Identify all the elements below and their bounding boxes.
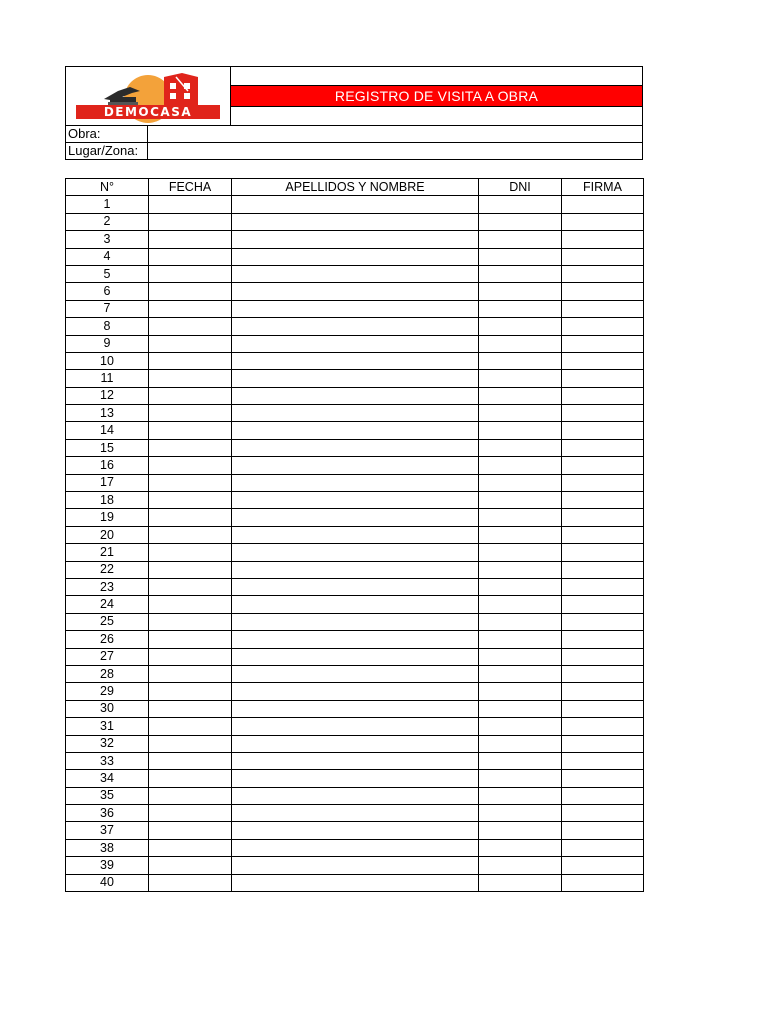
firma-cell[interactable] <box>562 387 644 404</box>
table-row <box>66 335 644 352</box>
fecha-cell[interactable] <box>149 526 232 543</box>
field-obra-label: Obra: <box>66 126 148 142</box>
row-number: 10 <box>66 352 149 369</box>
row-number: 16 <box>66 457 149 474</box>
apellidos-nombre-cell[interactable] <box>232 492 479 509</box>
row-number: 38 <box>66 839 149 856</box>
fecha-cell[interactable] <box>149 578 232 595</box>
row-number: 14 <box>66 422 149 439</box>
dni-cell[interactable] <box>479 822 562 839</box>
fecha-cell[interactable] <box>149 335 232 352</box>
row-number: 5 <box>66 265 149 282</box>
firma-cell[interactable] <box>562 648 644 665</box>
firma-cell[interactable] <box>562 231 644 248</box>
table-row <box>66 631 644 648</box>
table-row <box>66 231 644 248</box>
table-row <box>66 561 644 578</box>
fecha-cell[interactable] <box>149 561 232 578</box>
dni-cell[interactable] <box>479 509 562 526</box>
dni-cell[interactable] <box>479 787 562 804</box>
row-number: 39 <box>66 857 149 874</box>
apellidos-nombre-cell[interactable] <box>232 839 479 856</box>
dni-cell[interactable] <box>479 544 562 561</box>
firma-cell[interactable] <box>562 283 644 300</box>
field-lugar-row <box>65 143 643 160</box>
table-row <box>66 439 644 456</box>
firma-cell[interactable] <box>562 561 644 578</box>
fecha-cell[interactable] <box>149 805 232 822</box>
row-number: 3 <box>66 231 149 248</box>
dni-cell[interactable] <box>479 683 562 700</box>
dni-cell[interactable] <box>479 665 562 682</box>
firma-cell[interactable] <box>562 196 644 213</box>
fecha-cell[interactable] <box>149 822 232 839</box>
dni-cell[interactable] <box>479 457 562 474</box>
firma-cell[interactable] <box>562 631 644 648</box>
apellidos-nombre-cell[interactable] <box>232 544 479 561</box>
table-row <box>66 787 644 804</box>
row-number: 35 <box>66 787 149 804</box>
table-row <box>66 509 644 526</box>
dni-cell[interactable] <box>479 439 562 456</box>
header-number: N° <box>66 179 149 196</box>
table-row <box>66 874 644 891</box>
dni-cell[interactable] <box>479 213 562 230</box>
table-row <box>66 857 644 874</box>
fecha-cell[interactable] <box>149 283 232 300</box>
dni-cell[interactable] <box>479 231 562 248</box>
apellidos-nombre-cell[interactable] <box>232 370 479 387</box>
fecha-cell[interactable] <box>149 718 232 735</box>
row-number: 23 <box>66 578 149 595</box>
dni-cell[interactable] <box>479 596 562 613</box>
row-number: 19 <box>66 509 149 526</box>
row-number: 34 <box>66 770 149 787</box>
apellidos-nombre-cell[interactable] <box>232 526 479 543</box>
firma-cell[interactable] <box>562 874 644 891</box>
apellidos-nombre-cell[interactable] <box>232 596 479 613</box>
table-row <box>66 822 644 839</box>
apellidos-nombre-cell[interactable] <box>232 196 479 213</box>
row-number: 11 <box>66 370 149 387</box>
dni-cell[interactable] <box>479 300 562 317</box>
row-number: 12 <box>66 387 149 404</box>
row-number: 7 <box>66 300 149 317</box>
apellidos-nombre-cell[interactable] <box>232 735 479 752</box>
fecha-cell[interactable] <box>149 648 232 665</box>
row-number: 6 <box>66 283 149 300</box>
header-dni: DNI <box>479 179 562 196</box>
apellidos-nombre-cell[interactable] <box>232 509 479 526</box>
apellidos-nombre-cell[interactable] <box>232 752 479 769</box>
row-number: 29 <box>66 683 149 700</box>
apellidos-nombre-cell[interactable] <box>232 422 479 439</box>
firma-cell[interactable] <box>562 718 644 735</box>
apellidos-nombre-cell[interactable] <box>232 648 479 665</box>
firma-cell[interactable] <box>562 613 644 630</box>
dni-cell[interactable] <box>479 752 562 769</box>
row-number: 24 <box>66 596 149 613</box>
row-number: 37 <box>66 822 149 839</box>
dni-cell[interactable] <box>479 718 562 735</box>
fecha-cell[interactable] <box>149 231 232 248</box>
table-row <box>66 283 644 300</box>
visit-register-table <box>65 178 644 892</box>
fecha-cell[interactable] <box>149 700 232 717</box>
table-row <box>66 387 644 404</box>
firma-cell[interactable] <box>562 752 644 769</box>
dni-cell[interactable] <box>479 700 562 717</box>
table-row <box>66 648 644 665</box>
row-number: 30 <box>66 700 149 717</box>
fecha-cell[interactable] <box>149 857 232 874</box>
table-row <box>66 422 644 439</box>
apellidos-nombre-cell[interactable] <box>232 631 479 648</box>
row-number: 1 <box>66 196 149 213</box>
fecha-cell[interactable] <box>149 248 232 265</box>
dni-cell[interactable] <box>479 352 562 369</box>
firma-cell[interactable] <box>562 265 644 282</box>
fecha-cell[interactable] <box>149 596 232 613</box>
row-number: 27 <box>66 648 149 665</box>
dni-cell[interactable] <box>479 631 562 648</box>
table-row <box>66 839 644 856</box>
fecha-cell[interactable] <box>149 370 232 387</box>
apellidos-nombre-cell[interactable] <box>232 265 479 282</box>
apellidos-nombre-cell[interactable] <box>232 561 479 578</box>
table-row <box>66 370 644 387</box>
dni-cell[interactable] <box>479 335 562 352</box>
row-number: 15 <box>66 439 149 456</box>
row-number: 20 <box>66 526 149 543</box>
table-row <box>66 613 644 630</box>
dni-cell[interactable] <box>479 857 562 874</box>
row-number: 25 <box>66 613 149 630</box>
table-header-row <box>66 179 644 196</box>
row-number: 18 <box>66 492 149 509</box>
firma-cell[interactable] <box>562 700 644 717</box>
table-row <box>66 213 644 230</box>
dni-cell[interactable] <box>479 839 562 856</box>
dni-cell[interactable] <box>479 735 562 752</box>
apellidos-nombre-cell[interactable] <box>232 387 479 404</box>
apellidos-nombre-cell[interactable] <box>232 405 479 422</box>
firma-cell[interactable] <box>562 248 644 265</box>
firma-cell[interactable] <box>562 787 644 804</box>
table-row <box>66 457 644 474</box>
fecha-cell[interactable] <box>149 213 232 230</box>
firma-cell[interactable] <box>562 335 644 352</box>
fecha-cell[interactable] <box>149 631 232 648</box>
table-body <box>66 196 644 892</box>
apellidos-nombre-cell[interactable] <box>232 683 479 700</box>
firma-cell[interactable] <box>562 405 644 422</box>
title-cell <box>231 67 642 125</box>
form-sheet <box>65 66 643 160</box>
dni-cell[interactable] <box>479 318 562 335</box>
row-number: 22 <box>66 561 149 578</box>
table-row <box>66 196 644 213</box>
apellidos-nombre-cell[interactable] <box>232 439 479 456</box>
dni-cell[interactable] <box>479 613 562 630</box>
dni-cell[interactable] <box>479 248 562 265</box>
firma-cell[interactable] <box>562 509 644 526</box>
firma-cell[interactable] <box>562 596 644 613</box>
row-number: 2 <box>66 213 149 230</box>
fecha-cell[interactable] <box>149 874 232 891</box>
table-row <box>66 683 644 700</box>
dni-cell[interactable] <box>479 196 562 213</box>
header-fecha: FECHA <box>149 179 232 196</box>
apellidos-nombre-cell[interactable] <box>232 822 479 839</box>
fecha-cell[interactable] <box>149 457 232 474</box>
firma-cell[interactable] <box>562 457 644 474</box>
fecha-cell[interactable] <box>149 405 232 422</box>
row-number: 9 <box>66 335 149 352</box>
dni-cell[interactable] <box>479 578 562 595</box>
fecha-cell[interactable] <box>149 683 232 700</box>
dni-cell[interactable] <box>479 474 562 491</box>
apellidos-nombre-cell[interactable] <box>232 352 479 369</box>
fecha-cell[interactable] <box>149 352 232 369</box>
apellidos-nombre-cell[interactable] <box>232 457 479 474</box>
field-lugar-label: Lugar/Zona: <box>66 143 148 159</box>
form-title: REGISTRO DE VISITA A OBRA <box>231 85 642 107</box>
table-row <box>66 770 644 787</box>
dni-cell[interactable] <box>479 805 562 822</box>
firma-cell[interactable] <box>562 352 644 369</box>
row-number: 28 <box>66 665 149 682</box>
firma-cell[interactable] <box>562 735 644 752</box>
dni-cell[interactable] <box>479 405 562 422</box>
field-lugar-input[interactable] <box>148 143 642 159</box>
apellidos-nombre-cell[interactable] <box>232 248 479 265</box>
row-number: 17 <box>66 474 149 491</box>
firma-cell[interactable] <box>562 683 644 700</box>
firma-cell[interactable] <box>562 300 644 317</box>
row-number: 21 <box>66 544 149 561</box>
fecha-cell[interactable] <box>149 770 232 787</box>
table-row <box>66 526 644 543</box>
table-row <box>66 665 644 682</box>
table-row <box>66 405 644 422</box>
dni-cell[interactable] <box>479 770 562 787</box>
apellidos-nombre-cell[interactable] <box>232 318 479 335</box>
fecha-cell[interactable] <box>149 474 232 491</box>
firma-cell[interactable] <box>562 474 644 491</box>
table-row <box>66 544 644 561</box>
fecha-cell[interactable] <box>149 735 232 752</box>
table-row <box>66 265 644 282</box>
firma-cell[interactable] <box>562 526 644 543</box>
fecha-cell[interactable] <box>149 544 232 561</box>
dni-cell[interactable] <box>479 387 562 404</box>
fecha-cell[interactable] <box>149 265 232 282</box>
fecha-cell[interactable] <box>149 196 232 213</box>
apellidos-nombre-cell[interactable] <box>232 718 479 735</box>
table-row <box>66 248 644 265</box>
fecha-cell[interactable] <box>149 509 232 526</box>
dni-cell[interactable] <box>479 492 562 509</box>
apellidos-nombre-cell[interactable] <box>232 665 479 682</box>
apellidos-nombre-cell[interactable] <box>232 335 479 352</box>
apellidos-nombre-cell[interactable] <box>232 578 479 595</box>
fecha-cell[interactable] <box>149 492 232 509</box>
dni-cell[interactable] <box>479 561 562 578</box>
fecha-cell[interactable] <box>149 665 232 682</box>
row-number: 13 <box>66 405 149 422</box>
row-number: 33 <box>66 752 149 769</box>
row-number: 26 <box>66 631 149 648</box>
row-number: 36 <box>66 805 149 822</box>
table-row <box>66 718 644 735</box>
dni-cell[interactable] <box>479 648 562 665</box>
table-row <box>66 752 644 769</box>
fecha-cell[interactable] <box>149 300 232 317</box>
table-row <box>66 596 644 613</box>
fecha-cell[interactable] <box>149 839 232 856</box>
firma-cell[interactable] <box>562 857 644 874</box>
apellidos-nombre-cell[interactable] <box>232 805 479 822</box>
row-number: 40 <box>66 874 149 891</box>
apellidos-nombre-cell[interactable] <box>232 857 479 874</box>
firma-cell[interactable] <box>562 578 644 595</box>
fecha-cell[interactable] <box>149 318 232 335</box>
logo-text: DEMOCASA <box>103 105 193 119</box>
dni-cell[interactable] <box>479 370 562 387</box>
field-obra-input[interactable] <box>148 126 642 142</box>
header-apellidos-nombre: APELLIDOS Y NOMBRE <box>232 179 479 196</box>
apellidos-nombre-cell[interactable] <box>232 874 479 891</box>
row-number: 32 <box>66 735 149 752</box>
firma-cell[interactable] <box>562 439 644 456</box>
table-row <box>66 805 644 822</box>
apellidos-nombre-cell[interactable] <box>232 213 479 230</box>
apellidos-nombre-cell[interactable] <box>232 613 479 630</box>
firma-cell[interactable] <box>562 318 644 335</box>
firma-cell[interactable] <box>562 544 644 561</box>
fecha-cell[interactable] <box>149 439 232 456</box>
apellidos-nombre-cell[interactable] <box>232 474 479 491</box>
dni-cell[interactable] <box>479 422 562 439</box>
row-number: 4 <box>66 248 149 265</box>
apellidos-nombre-cell[interactable] <box>232 300 479 317</box>
row-number: 8 <box>66 318 149 335</box>
apellidos-nombre-cell[interactable] <box>232 231 479 248</box>
dni-cell[interactable] <box>479 283 562 300</box>
democasa-logo-icon <box>70 71 226 123</box>
firma-cell[interactable] <box>562 822 644 839</box>
field-obra-row <box>65 126 643 143</box>
table-row <box>66 318 644 335</box>
firma-cell[interactable] <box>562 422 644 439</box>
fecha-cell[interactable] <box>149 422 232 439</box>
table-row <box>66 300 644 317</box>
table-row <box>66 492 644 509</box>
row-number: 31 <box>66 718 149 735</box>
dni-cell[interactable] <box>479 874 562 891</box>
form-header <box>65 66 643 126</box>
firma-cell[interactable] <box>562 805 644 822</box>
firma-cell[interactable] <box>562 492 644 509</box>
table-row <box>66 474 644 491</box>
table-row <box>66 352 644 369</box>
apellidos-nombre-cell[interactable] <box>232 787 479 804</box>
dni-cell[interactable] <box>479 526 562 543</box>
table-row <box>66 700 644 717</box>
header-firma: FIRMA <box>562 179 644 196</box>
firma-cell[interactable] <box>562 370 644 387</box>
firma-cell[interactable] <box>562 665 644 682</box>
apellidos-nombre-cell[interactable] <box>232 700 479 717</box>
firma-cell[interactable] <box>562 770 644 787</box>
company-logo <box>66 67 231 125</box>
firma-cell[interactable] <box>562 213 644 230</box>
dni-cell[interactable] <box>479 265 562 282</box>
fecha-cell[interactable] <box>149 787 232 804</box>
table-row <box>66 578 644 595</box>
table-row <box>66 735 644 752</box>
apellidos-nombre-cell[interactable] <box>232 770 479 787</box>
fecha-cell[interactable] <box>149 752 232 769</box>
firma-cell[interactable] <box>562 839 644 856</box>
fecha-cell[interactable] <box>149 613 232 630</box>
fecha-cell[interactable] <box>149 387 232 404</box>
apellidos-nombre-cell[interactable] <box>232 283 479 300</box>
